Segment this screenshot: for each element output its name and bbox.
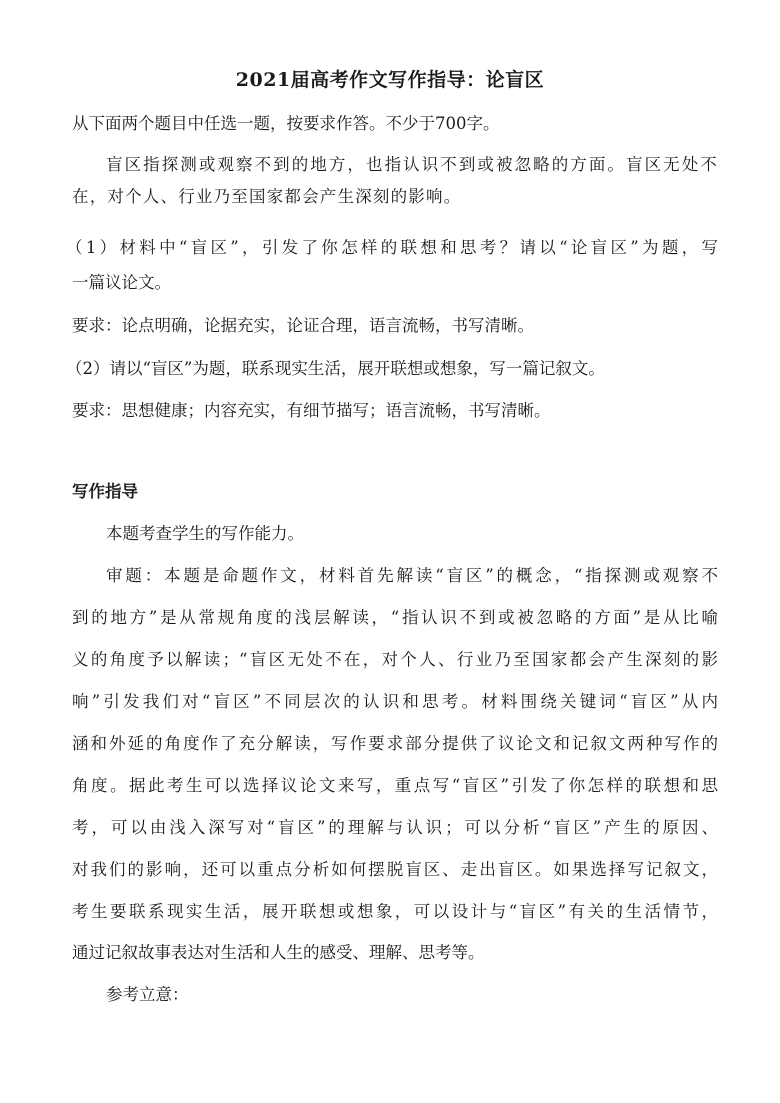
guide-analysis-line-10: 通过记叙故事表达对生活和人生的感受、理解、思考等。 bbox=[72, 943, 485, 962]
guide-intro: 本题考查学生的写作能力。 bbox=[106, 524, 304, 543]
guide-analysis-line-8: 对我们的影响，还可以重点分析如何摆脱盲区、走出盲区。如果选择写记叙文， bbox=[72, 860, 718, 879]
material-line-2: 在，对个人、行业乃至国家都会产生深刻的影响。 bbox=[72, 187, 462, 206]
guide-analysis-line-1: 审题：本题是命题作文，材料首先解读“盲区”的概念，“指探测或观察不 bbox=[106, 566, 718, 585]
prompt1-line-2: 一篇议论文。 bbox=[72, 273, 171, 292]
guide-analysis-line-3: 义的角度予以解读；“盲区无处不在，对个人、行业乃至国家都会产生深刻的影 bbox=[72, 650, 718, 669]
prompt1-requirement: 要求：论点明确，论据充实，论证合理，语言流畅，书写清晰。 bbox=[72, 316, 534, 335]
document-title: 2021届高考作文写作指导：论盲区 bbox=[235, 69, 545, 91]
guide-analysis-line-9: 考生要联系现实生活，展开联想或想象，可以设计与“盲区”有关的生活情节， bbox=[72, 902, 718, 921]
instructions-text: 从下面两个题目中任选一题，按要求作答。不少于700字。 bbox=[72, 114, 500, 133]
prompt2-line-1: （2）请以“盲区”为题，联系现实生活，展开联想或想象，写一篇记叙文。 bbox=[66, 359, 605, 378]
prompt1-line-1: （1）材料中“盲区”，引发了你怎样的联想和思考？请以“论盲区”为题，写 bbox=[66, 238, 718, 257]
guide-analysis-line-5: 涵和外延的角度作了充分解读，写作要求部分提供了议论文和记叙文两种写作的 bbox=[72, 734, 718, 753]
guide-analysis-line-6: 角度。据此考生可以选择议论文来写，重点写“盲区”引发了你怎样的联想和思 bbox=[72, 776, 718, 795]
material-line-1: 盲区指探测或观察不到的地方，也指认识不到或被忽略的方面。盲区无处不 bbox=[106, 155, 718, 174]
guide-heading: 写作指导 bbox=[72, 482, 138, 501]
guide-analysis-line-2: 到的地方”是从常规角度的浅层解读，“指认识不到或被忽略的方面”是从比喻 bbox=[72, 608, 718, 627]
prompt2-requirement: 要求：思想健康；内容充实，有细节描写；语言流畅，书写清晰。 bbox=[72, 401, 551, 420]
reference-heading: 参考立意： bbox=[106, 985, 189, 1004]
guide-analysis-line-4: 响”引发我们对“盲区”不同层次的认识和思考。材料围绕关键词“盲区”从内 bbox=[72, 692, 718, 711]
guide-analysis-line-7: 考，可以由浅入深写对“盲区”的理解与认识；可以分析“盲区”产生的原因、 bbox=[72, 818, 718, 837]
